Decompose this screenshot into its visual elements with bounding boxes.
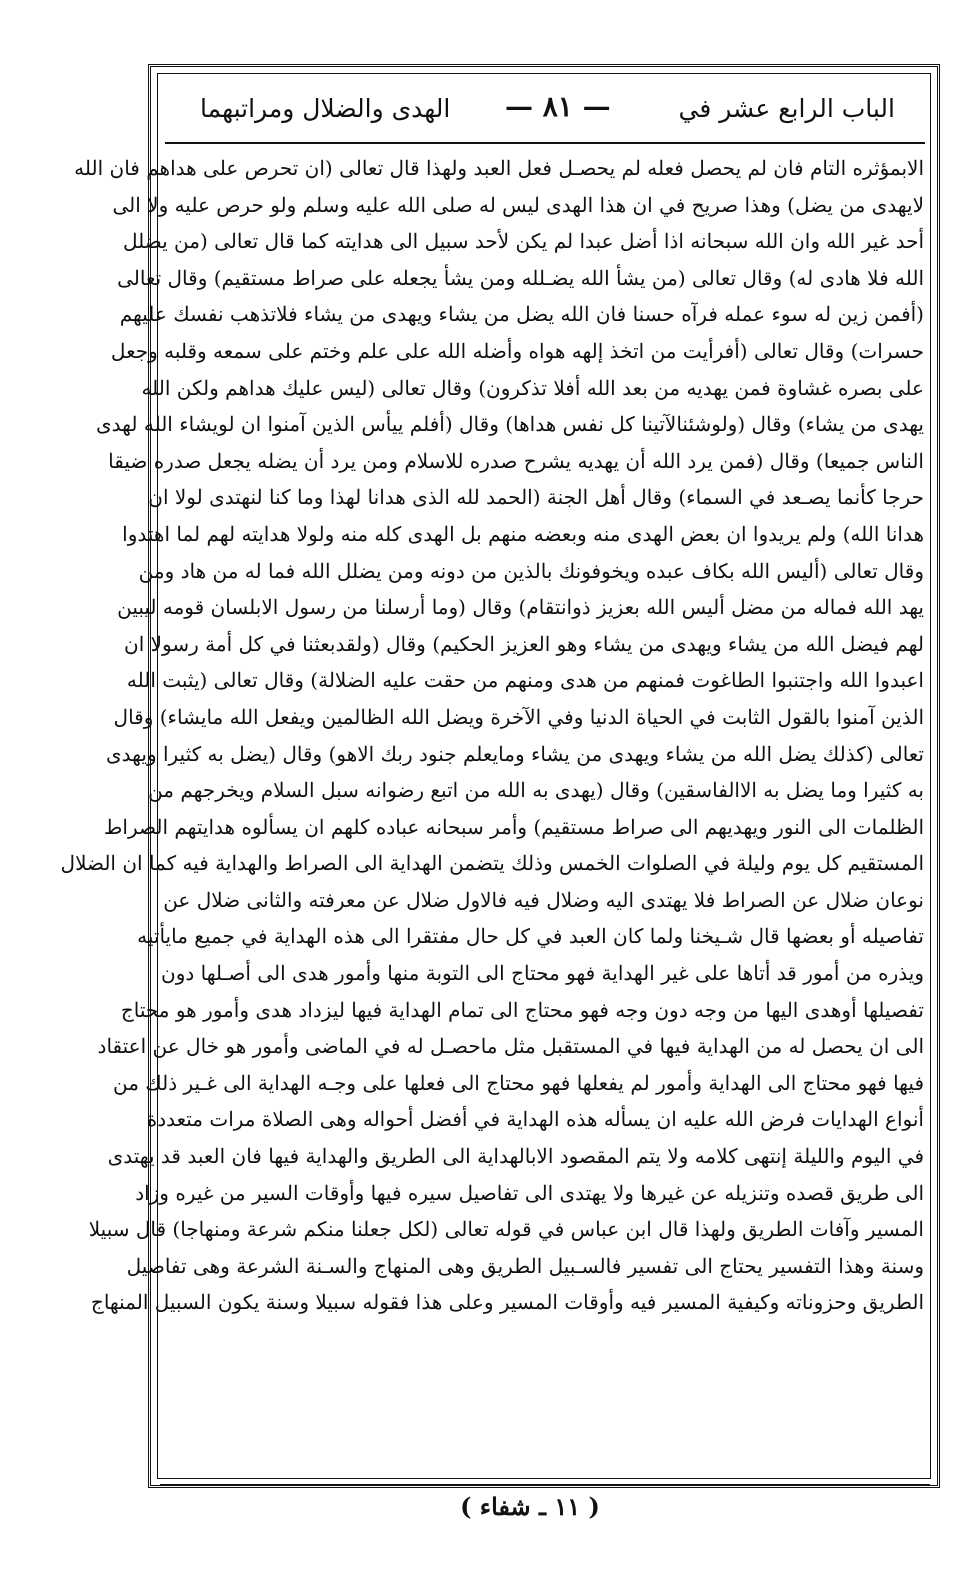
text-line: أحد غير الله وان الله سبحانه اذا أضل عبدا لم يكن لأحد سبيل الى هدايته كما قال تعالى (من يضلل: [122, 229, 924, 254]
text-line: لهم فيضل الله من يشاء ويهدى من يشاء وهو العزيز الحكيم) وقال (ولقدبعثنا في كل أمة رسولا ان: [124, 631, 924, 656]
body-text: [60, 150, 924, 1468]
text-line: على بصره غشاوة فمن يهديه من بعد الله أفلا تذكرون) وقال تعالى (ليس عليك هداهم ولكن الله: [141, 375, 924, 400]
text-line: تعالى (كذلك يضل الله من يشاء ويهدى من يشاء ومايعلم جنود ربك الاهو) وقال (يضل به كثيرا ويهدى: [106, 741, 924, 766]
text-line: حرجا كأنما يصـعد في السماء) وقال أهل الجنة (الحمد لله الذى هدانا لهذا وما كنا لنهتدى لولا ان: [148, 485, 924, 510]
text-line: تفاصيله أو بعضها قال شـيخنا ولما كان العبد في كل حال مفتقرا الى هذه الهداية في جميع مايأتيه: [137, 924, 924, 949]
text-line: وقال تعالى (أليس الله بكاف عبده ويخوفونك بالذين من دونه ومن يضلل الله فما له من هاد ومن: [138, 558, 924, 583]
text-line: الظلمات الى النور ويهديهم الى صراط مستقيم) وأمر سبحانه عباده كلهم ان يسألوه هدايتهم الصراط: [103, 814, 924, 839]
text-line: نوعان ضلال عن الصراط فلا يهتدى اليه وضلال فيه فالاول ضلال عن معرفته والثانى ضلال عن: [163, 887, 924, 912]
text-line: الى طريق قصده وتنزيله عن غيرها ولا يهتدى الى تفاصيل سيره فيها وأوقات السير من غيره وزاد: [135, 1180, 924, 1205]
text-line: ويذره من أمور قد أتاها على غير الهداية فهو محتاج الى التوبة منها وأمور هدى الى أصـلها دون: [161, 961, 924, 986]
text-line: الابمؤثره التام فان لم يحصل فعله لم يحصـل فعل العبد ولهذا قال تعالى (ان تحرص على هداهم فان الله: [74, 156, 924, 180]
bottom-rule: [160, 1484, 930, 1485]
text-line: فيها فهو محتاج الى الهداية وأمور لم يفعلها فهو محتاج الى فعلها على وجـه الهداية الى غـير ذلك من: [112, 1070, 924, 1095]
text-line: الناس جميعا) وقال (فمن يرد الله أن يهديه يشرح صدره للاسلام ومن يرد أن يضله يجعل صدره ضيقا: [108, 448, 924, 473]
text-line: تفصيلها أوهدى اليها من وجه دون وجه فهو محتاج الى تمام الهداية فيها ليزداد هدى وأمور هو محتاج: [120, 997, 924, 1022]
text-line: لايهدى من يضل) وهذا صريح في ان هذا الهدى ليس له صلى الله عليه وسلم ولو حرص عليه ولا الى: [112, 192, 924, 217]
text-line: الى ان يحصل له من الهداية فيها في المستقبل مثل ماحصـل له في الماضى وأمور هو خال عن اعتقاد: [97, 1034, 924, 1059]
text-line: أنواع الهدايات فرض الله عليه ان يسأله هذه الهداية في أفضل أحواله وهى الصلاة مرات متعددة: [146, 1107, 924, 1132]
text-line: المستقيم كل يوم وليلة في الصلوات الخمس وذلك يتضمن الهداية الى الصراط والهداية فيه كما ان الضلال: [60, 851, 924, 876]
text-line: الله فلا هادى له) وقال تعالى (من يشأ الله يضـلله ومن يشأ يجعله على صراط مستقيم) وقال تعالى: [117, 265, 924, 290]
text-line: المسير وآفات الطريق ولهذا قال ابن عباس في قوله تعالى (لكل جعلنا منكم شرعة ومنهاجا) قال سبيلا: [88, 1217, 924, 1242]
text-line: في اليوم والليلة إنتهى كلامه ولا يتم المقصود الابالهداية الى الطريق والهداية فيها فان العبد قد يهتدى: [107, 1144, 924, 1169]
text-line: الطريق وحزوناته وكيفية المسير فيه وأوقات المسير وعلى هذا فقوله سبيلا وسنة يكون السبيل المنهاج: [90, 1290, 924, 1315]
text-line: الذين آمنوا بالقول الثابت في الحياة الدنيا وفي الآخرة ويضل الله الظالمين ويفعل الله مايشاء) وقال: [113, 704, 924, 729]
text-line: وسنة وهذا التفسير يحتاج الى تفسير فالسـبيل الطريق وهى المنهاج والسـنة الشرعة وهى تفاصيل: [126, 1253, 924, 1278]
running-header: [165, 84, 925, 144]
page-number: — ٨١ —: [505, 90, 611, 123]
text-line: به كثيرا وما يضل به الاالفاسقين) وقال (يهدى به الله من اتبع رضوانه سبل السلام ويخرجهم من: [148, 778, 924, 803]
header-topic: الهدى والضلال ومراتبهما: [200, 94, 451, 123]
text-line: (أفمن زين له سوء عمله فرآه حسنا فان الله يضل من يشاء ويهدى من يشاء فلاتذهب نفسك عليهم: [119, 302, 924, 327]
signature-mark: ( ١١ ـ شفاء ): [460, 1492, 600, 1521]
text-line: يهدى من يشاء) وقال (ولوشئنالآتينا كل نفس هداها) وقال (أفلم ييأس الذين آمنوا ان لويشاء الله لهدى: [96, 412, 924, 437]
text-line: اعبدوا الله واجتنبوا الطاغوت فمنهم من هدى ومنهم من حقت عليه الضلالة) وقال تعالى (يثبت الله: [126, 668, 924, 693]
text-line: يهد الله فماله من مضل أليس الله بعزيز ذوانتقام) وقال (وما أرسلنا من رسول الابلسان قومه ليبين: [117, 595, 924, 620]
text-line: حسرات) وقال تعالى (أفرأيت من اتخذ إلهه هواه وأضله الله على علم وختم على سمعه وقلبه وجعل: [110, 338, 924, 363]
text-line: هدانا الله) ولم يريدوا ان بعض الهدى منه وبعضه منهم بل الهدى كله منه ولولا هدايته لهم لما اهتدوا: [122, 521, 924, 546]
header-chapter: الباب الرابع عشر في: [678, 94, 895, 123]
